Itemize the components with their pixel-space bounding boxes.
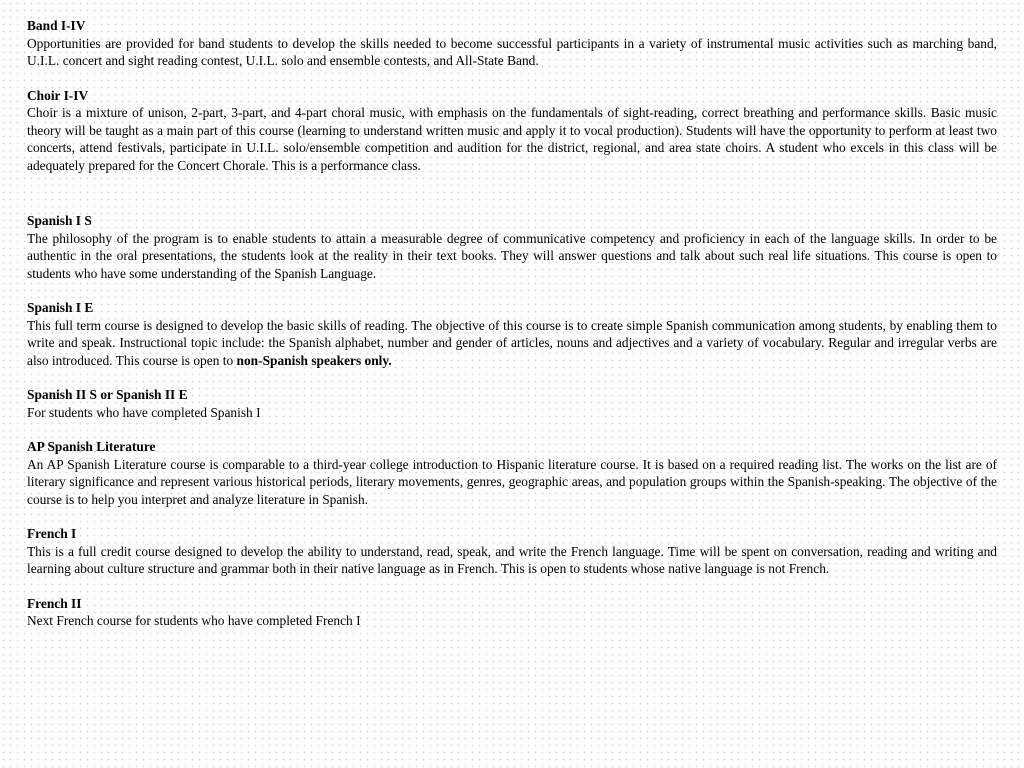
course-title: AP Spanish Literature — [27, 439, 156, 454]
course-title: Choir I-IV — [27, 87, 89, 103]
course-band — [27, 17, 997, 70]
course-spanish-1-s — [27, 212, 997, 282]
course-description: The philosophy of the program is to enable students to attain a measurable degree of communicative competency and proficiency in each of the language skills. In order to be authentic in the oral presentations, the students look at the reality in their text books. They will answer questions and talk about such real life situations. This course is open to students who have some understanding of the Spanish Language. — [27, 230, 997, 281]
course-spanish-2 — [27, 386, 997, 421]
course-description-text: This full term course is designed to develop the basic skills of reading. The objective of this course is to create simple Spanish communication among students, by enabling them to write and speak. Instructional topic include: the Spanish alphabet, number and gender of articles, nouns and adjectives and a variety of vocabulary. Regular and irregular verbs are also introduced. This course is open to — [27, 317, 997, 368]
course-description: Opportunities are provided for band students to develop the skills needed to become successful participants in a variety of instrumental music activities such as marching band, U.I.L. concert and sight reading contest, U.I.L. solo and ensemble contests, and All-State Band. — [27, 35, 997, 68]
course-description-emphasis: non-Spanish speakers only. — [236, 352, 392, 368]
course-spanish-1-e — [27, 299, 997, 369]
course-french-2 — [27, 595, 997, 630]
course-title: Spanish I S — [27, 213, 92, 228]
course-title: French II — [27, 595, 82, 611]
course-ap-spanish-literature — [27, 438, 997, 508]
course-description: Next French course for students who have completed French I — [27, 613, 361, 628]
course-title: French I — [27, 526, 77, 541]
course-choir — [27, 87, 997, 175]
course-descriptions-page — [27, 17, 997, 630]
course-description: For students who have completed Spanish I — [27, 404, 261, 420]
course-description — [27, 317, 997, 370]
course-description: Choir is a mixture of unison, 2-part, 3-part, and 4-part choral music, with emphasis on the fundamentals of sight-reading, correct breathing and performance skills. Basic music theory will be taught as a main part of this course (learning to understand written music and apply it to vocal production). Students will have the opportunity to perform at least two concerts, attend festivals, participate in U.I.L. solo/ensemble competition and audition for the district, regional, and area state choirs. A student who excels in this class will be adequately prepared for the Concert Chorale. This is a performance class. — [27, 105, 997, 173]
course-title: Band I-IV — [27, 18, 86, 33]
course-description: This is a full credit course designed to develop the ability to understand, read, speak, and write the French language. Time will be spent on conversation, reading and writing and learning about culture structure and grammar both in their native language as in French. This is open to students whose native language is not French. — [27, 543, 997, 576]
course-french-1 — [27, 525, 997, 578]
course-description: An AP Spanish Literature course is comparable to a third-year college introduction to Hispanic literature course. It is based on a required reading list. The works on the list are of literary significance and represent various historical periods, literary movements, genres, geographic areas, and population groups within the Spanish-speaking. The objective of the course is to help you interpret and analyze literature in Spanish. — [27, 456, 997, 507]
course-title: Spanish II S or Spanish II E — [27, 387, 188, 402]
course-title: Spanish I E — [27, 300, 94, 315]
